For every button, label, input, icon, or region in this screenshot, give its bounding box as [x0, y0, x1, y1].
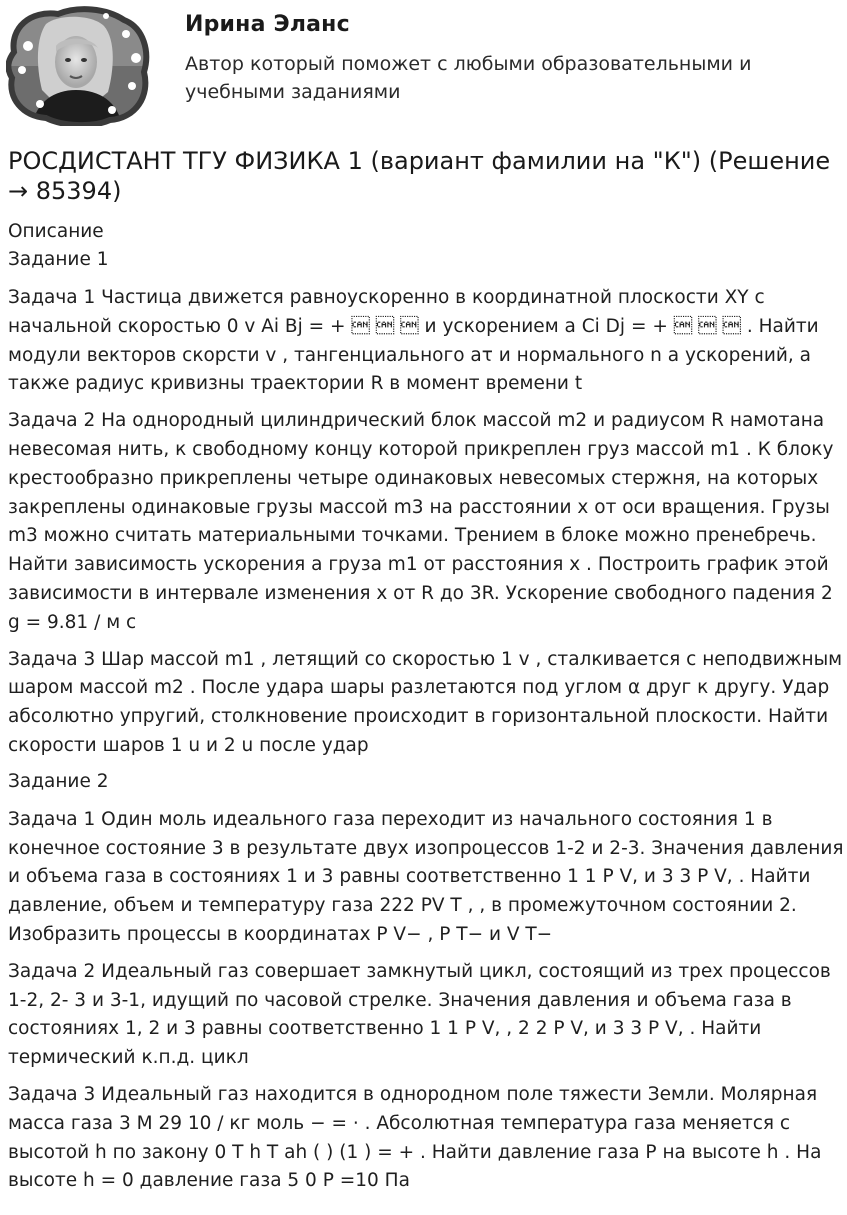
task-paragraph: Задача 1 Частица движется равноускоренно в координатной плоскости XY с начальной скоростью 0 v Ai Bj = +    и ускорением a Ci Dj = +    . Найти модули векторов скорсти v , тангенциального aτ и нормального n a ускорений, а также радиус кривизны траектории R в момент времени t — [8, 287, 819, 395]
task-paragraph: Задача 2 Идеальный газ совершает замкнутый цикл, состоящий из трех процессов 1-2, 2- 3 и 3-1, идущий по часовой стрелке. Значения давления и объема газа в состояниях 1, 2 и 3 равны соответственно 1 1 P V, , 2 2 P V, и 3 3 P V, . Найти термический к.п.д. цикл — [8, 960, 831, 1069]
task-paragraph: Задача 3 Идеальный газ находится в однородном поле тяжести Земли. Молярная масса газа 3 M 29 10 / кг моль − = ⋅ . Абсолютная температура газа меняется с высотой h по закону 0 T h T ah ( ) (1 ) = + . Найти давление газа P на высоте h . На высоте h = 0 давление газа 5 0 P =10 Па — [8, 1083, 822, 1192]
task-paragraph: Задача 1 Один моль идеального газа переходит из начального состояния 1 в конечное состояние 3 в результате двух изопроцессов 1-2 и 2-3. Значения давления и объема газа в состояниях 1 и 3 равны соответственно 1 1 P V, и 3 3 P V, . Найти давление, объем и температуру газа 222 PV T , , в промежуточном состоянии 2. Изобразить процессы в координатах P V− , P T− и V T− — [8, 808, 844, 945]
task-paragraph: Задача 3 Шар массой m1 , летящий со скоростью 1 v , сталкивается с неподвижным шаром массой m2 . После удара шары разлетаются под углом α друг к другу. Удар абсолютно упругий, столкновение происходит в горизонтальной плоскости. Найти скорости шаров 1 u и 2 u после удар — [8, 648, 843, 756]
description-label: Описание — [8, 221, 104, 242]
avatar[interactable] — [6, 6, 151, 126]
page-title: РОСДИСТАНТ ТГУ ФИЗИКА 1 (вариант фамилии на "К") (Решение → 85394) — [8, 147, 831, 205]
section-label: Задание 2 — [8, 770, 109, 792]
author-photo — [6, 6, 151, 126]
author-card — [0, 0, 847, 135]
author-name[interactable]: Ирина Эланс — [185, 12, 350, 37]
task-paragraph: Задача 2 На однородный цилиндрический блок массой m2 и радиусом R намотана невесомая нить, к свободному концу которой прикреплен груз массой m1 . К блоку крестообразно прикреплены четыре одинаковых невесомых стержня, на которых закреплены одинаковые грузы массой m3 на расстоянии x от оси вращения. Грузы m3 можно считать материальными точками. Трением в блоке можно пренебречь. Найти зависимость ускорения a груза m1 от расстояния x . Построить график этой зависимости в интервале изменения x от R до 3R. Ускорение свободного падения 2 g = 9.81 / м с — [8, 410, 834, 633]
document-body — [8, 146, 844, 1196]
section-label: Задание 1 — [8, 249, 109, 270]
author-description: Автор который поможет с любыми образовательными и учебными заданиями — [185, 53, 752, 103]
